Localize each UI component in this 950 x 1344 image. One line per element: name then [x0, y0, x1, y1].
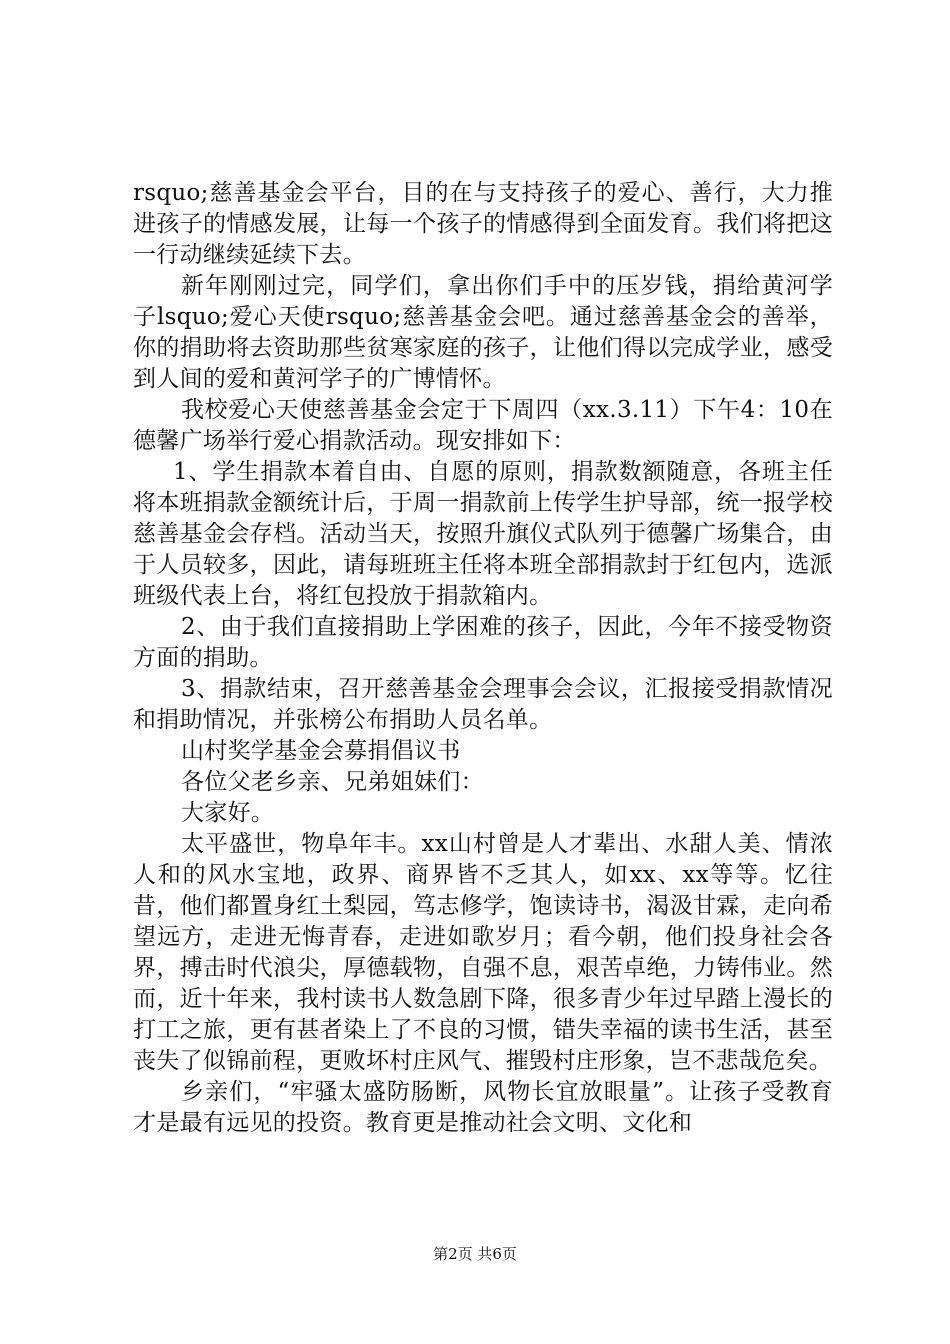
paragraph-item-3: 3、捐款结束，召开慈善基金会理事会会议，汇报接受捐款情况和捐助情况，并张榜公布捐助人员名单。: [133, 676, 833, 733]
paragraph-new-year-appeal: 新年刚刚过完，同学们，拿出你们手中的压岁钱，捐给黄河学子lsquo;爱心天使rsquo;慈善基金会吧。通过慈善基金会的善举，你的捐助将去资助那些贫寒家庭的孩子，让他们得以完成学业，感受到人间的爱和黄河学子的广博情怀。: [133, 273, 833, 392]
salutation: 各位父老乡亲、兄弟姐妹们：: [181, 769, 484, 795]
paragraph-item-2: 2、由于我们直接捐助上学困难的孩子，因此，今年不接受物资方面的捐助。: [133, 614, 833, 671]
paragraph-event-announcement: 我校爱心天使慈善基金会定于下周四（xx.3.11）下午4：10在德馨广场举行爱心捐款活动。现安排如下：: [133, 397, 833, 454]
page-footer: 第2页 共6页: [433, 1245, 517, 1263]
paragraph-continuation: rsquo;慈善基金会平台，目的在与支持孩子的爱心、善行，大力推进孩子的情感发展，让每一个孩子的情感得到全面发育。我们将把这一行动继续延续下去。: [133, 180, 833, 268]
paragraph-village-history: 太平盛世，物阜年丰。xx山村曾是人才辈出、水甜人美、情浓人和的风水宝地，政界、商界皆不乏其人，如xx、xx等等。忆往昔，他们都置身红土梨园，笃志修学，饱读诗书，渴汲甘霖，走向希望远方，走进无悔青春，走进如歌岁月；看今朝，他们投身社会各界，搏击时代浪尖，厚德载物，自强不息，艰苦卓绝，力铸伟业。然而，近十年来，我村读书人数急剧下降，很多青少年过早踏上漫长的打工之旅，更有甚者染上了不良的习惯，错失幸福的读书生活，甚至丧失了似锦前程，更败坏村庄风气、摧毁村庄形象，岂不悲哉危矣。: [133, 831, 833, 1074]
paragraph-education-appeal: 乡亲们，“牢骚太盛防肠断，风物长宜放眼量”。让孩子受教育才是最有远见的投资。教育更是推动社会文明、文化和: [133, 1079, 833, 1136]
document-body: [133, 178, 833, 1139]
section-title: 山村奖学基金会募捐倡议书: [181, 738, 461, 764]
paragraph-item-1: 1、学生捐款本着自由、自愿的原则，捐款数额随意，各班主任将本班捐款金额统计后，于周一捐款前上传学生护导部，统一报学校慈善基金会存档。活动当天，按照升旗仪式队列于德馨广场集合，由于人员较多，因此，请每班班主任将本班全部捐款封于红包内，选派班级代表上台，将红包投放于捐款箱内。: [133, 459, 833, 609]
greeting: 大家好。: [181, 800, 275, 826]
